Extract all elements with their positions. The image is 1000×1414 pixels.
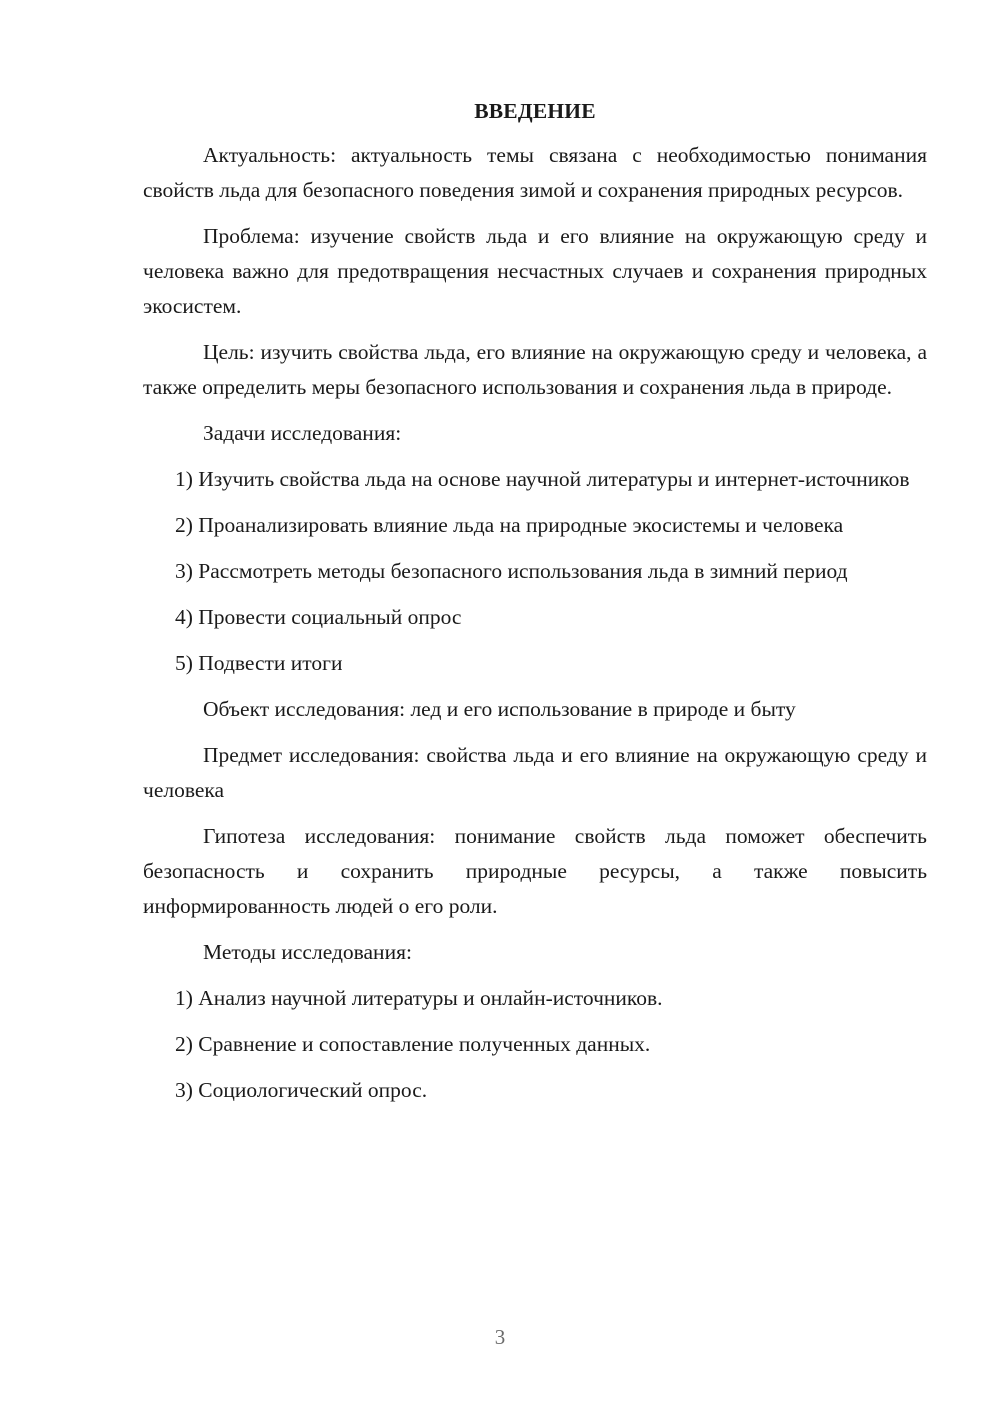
relevance-paragraph: Актуальность: актуальность темы связана с необходимостью понимания свойств льда для безопасного поведения зимой и сохранения природных ресурсов. xyxy=(143,143,927,202)
hypothesis-paragraph: Гипотеза исследования: понимание свойств льда поможет обеспечить безопасность и сохранить природные ресурсы, а также повысить информированность людей о его роли. xyxy=(143,824,927,918)
task-item-2: 2) Проанализировать влияние льда на природные экосистемы и человека xyxy=(175,513,844,537)
goal-paragraph: Цель: изучить свойства льда, его влияние на окружающую среду и человека, а также определить меры безопасного использования и сохранения льда в природе. xyxy=(143,340,927,399)
task-item-4: 4) Провести социальный опрос xyxy=(175,605,462,629)
method-item-3: 3) Социологический опрос. xyxy=(175,1078,428,1102)
task-item-1: 1) Изучить свойства льда на основе научной литературы и интернет-источников xyxy=(175,467,910,491)
page-number: 3 xyxy=(494,1325,506,1349)
problem-paragraph: Проблема: изучение свойств льда и его влияние на окружающую среду и человека важно для предотвращения несчастных случаев и сохранения природных экосистем. xyxy=(143,224,927,318)
task-item-5: 5) Подвести итоги xyxy=(175,651,343,675)
page-title: ВВЕДЕНИЕ xyxy=(474,99,596,123)
methods-heading: Методы исследования: xyxy=(203,940,412,964)
page-content xyxy=(143,96,927,1119)
method-item-1: 1) Анализ научной литературы и онлайн-источников. xyxy=(175,986,663,1010)
method-item-2: 2) Сравнение и сопоставление полученных данных. xyxy=(175,1032,651,1056)
subject-paragraph: Предмет исследования: свойства льда и его влияние на окружающую среду и человека xyxy=(143,743,927,802)
object-paragraph: Объект исследования: лед и его использование в природе и быту xyxy=(203,697,796,721)
task-item-3: 3) Рассмотреть методы безопасного использования льда в зимний период xyxy=(175,559,848,583)
tasks-heading: Задачи исследования: xyxy=(203,421,402,445)
